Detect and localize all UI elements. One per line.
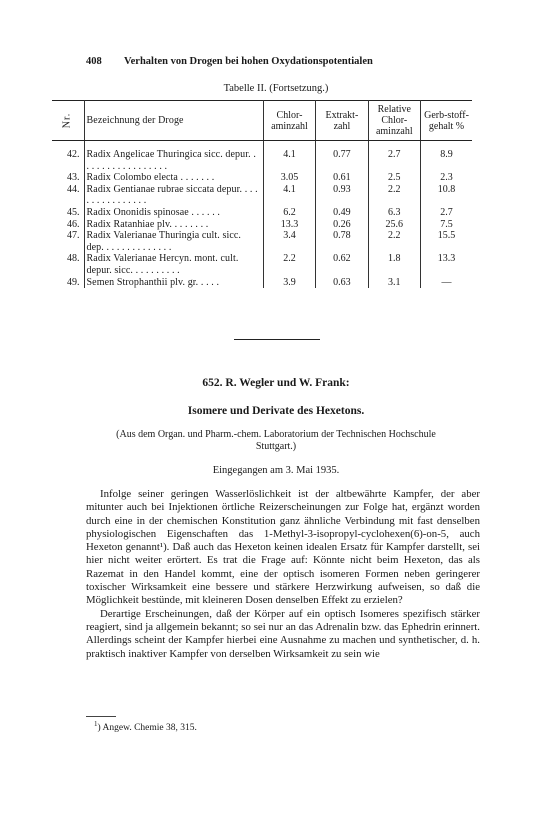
paragraph: Derartige Erscheinungen, daß der Körper auf ein optisch Isomeres spezifisch stärker reagiert, sind ja allgemein bekannt; so sei nur an das Adrenalin bzw. das Ephedrin erinnert. Allerdings scheint der Kampfer hierbei eine Ausnahme zu machen und synthetischer, d. h. praktisch inaktiver Kampfer von derselben Wirksamkeit zu sein wie — [86, 607, 480, 660]
chloraminzahl-cell: 13.3 — [263, 219, 315, 231]
gerbstoffgehalt-cell: 7.5 — [440, 218, 453, 230]
article-number-authors: 652. R. Wegler und W. Frank: — [202, 377, 350, 389]
header-relative: Relative Chlor-aminzahl — [368, 101, 420, 141]
gerbstoffgehalt-cell: — — [441, 276, 452, 288]
gerbstoffgehalt-cell: 13.3 — [437, 253, 456, 265]
table-row — [52, 207, 472, 219]
header-chlor: Chlor-aminzahl — [263, 101, 315, 141]
table-row — [52, 253, 472, 276]
drug-name-cell: Radix Ononidis spinosae . . . . . . — [84, 207, 263, 219]
gerbstoffgehalt-cell: 15.5 — [437, 230, 456, 242]
row-number: 43. — [52, 172, 84, 184]
row-number: 42. — [52, 149, 84, 172]
row-number: 47. — [52, 230, 84, 253]
header-extrakt: Extrakt-zahl — [316, 101, 368, 141]
relative-chloraminzahl-cell: 3.1 — [368, 277, 420, 289]
running-head — [86, 56, 478, 67]
extraktzahl-cell: 0.77 — [316, 149, 368, 172]
chloraminzahl-cell: 2.2 — [263, 253, 315, 276]
chloraminzahl-cell: 3.9 — [263, 277, 315, 289]
table-row — [52, 230, 472, 253]
relative-chloraminzahl-cell: 2.2 — [368, 230, 420, 253]
table-caption: Tabelle II. (Fortsetzung.) — [223, 83, 329, 94]
table-header-row — [52, 101, 472, 141]
gerbstoffgehalt-cell: 2.3 — [440, 172, 453, 184]
relative-chloraminzahl-cell: 25.6 — [368, 219, 420, 231]
extraktzahl-cell: 0.49 — [316, 207, 368, 219]
chloraminzahl-cell: 4.1 — [263, 184, 315, 207]
table-row — [52, 277, 472, 289]
extraktzahl-cell: 0.63 — [316, 277, 368, 289]
drug-name-cell: Radix Valerianae Thuringia cult. sicc. dep. . . . . . . . . . . . . . — [84, 230, 263, 253]
row-number: 48. — [52, 253, 84, 276]
running-title: Verhalten von Drogen bei hohen Oxydationspotentialen — [124, 56, 373, 67]
drug-name-cell: Semen Strophanthii plv. gr. . . . . — [84, 277, 263, 289]
chloraminzahl-cell: 3.4 — [263, 230, 315, 253]
table-row — [52, 149, 472, 172]
relative-chloraminzahl-cell: 2.7 — [368, 149, 420, 172]
footnote: $^1$) Angew. Chemie 38, 315. — [94, 720, 197, 734]
relative-chloraminzahl-cell: 6.3 — [368, 207, 420, 219]
chloraminzahl-cell: 4.1 — [263, 149, 315, 172]
article-affiliation: (Aus dem Organ. und Pharm.-chem. Laboratorium der Technischen Hochschule Stuttgart.) — [116, 429, 436, 452]
table-row — [52, 219, 472, 231]
article-body — [86, 488, 480, 661]
header-nr: Nr. — [52, 101, 84, 141]
separator-rule — [234, 339, 320, 340]
drug-table — [52, 100, 472, 288]
relative-chloraminzahl-cell: 1.8 — [368, 253, 420, 276]
footnote-rule — [86, 716, 116, 717]
paragraph: Infolge seiner geringen Wasserlöslichkeit ist der altbewährte Kampfer, der aber mitunter auch bei Injektionen örtliche Reizerscheinungen zur Folge hat, ergänzt worden durch eine in der chemischen Konstitution ganz ähnliche Verbindung mit fast denselben physiologischen Eigenschaften das 1-Methyl-3-isopropyl-cyclohexen(6)-on-5, auch Hexeton genannt¹). Daß auch das Hexeton keinen idealen Ersatz für Kampfer darstellt, sei hier nicht weiter erörtert. Es trat die Frage auf: Könnte nicht beim Hexeton, das als Razemat in den Handel kommt, eine der optisch isomeren Formen neben geringerer toxischer Wirksamkeit eine bessere und stärkere Herzwirkung aufweisen, so daß die Möglichkeit bestünde, mit kleineren Dosen denselben Effekt zu erzielen? — [86, 488, 480, 607]
extraktzahl-cell: 0.62 — [316, 253, 368, 276]
drug-name-cell: Radix Gentianae rubrae siccata depur. . . . . . . . . . . . . . . . — [84, 184, 263, 207]
page-number: 408 — [86, 56, 102, 67]
drug-name-cell: Radix Angelicae Thuringica sicc. depur. . . . . . . . . . . . . . . . . . — [84, 149, 263, 172]
received-date: Eingegangen am 3. Mai 1935. — [212, 465, 340, 476]
gerbstoffgehalt-cell: 8.9 — [440, 149, 453, 160]
relative-chloraminzahl-cell: 2.2 — [368, 184, 420, 207]
extraktzahl-cell: 0.78 — [316, 230, 368, 253]
row-number: 49. — [52, 277, 84, 289]
relative-chloraminzahl-cell: 2.5 — [368, 172, 420, 184]
row-number: 45. — [52, 207, 84, 219]
drug-name-cell: Radix Ratanhiae plv. . . . . . . . — [84, 219, 263, 231]
table-row — [52, 184, 472, 207]
gerbstoffgehalt-cell: 10.8 — [437, 183, 456, 195]
header-name: Bezeichnung der Droge — [84, 101, 263, 141]
table-row — [52, 172, 472, 184]
extraktzahl-cell: 0.93 — [316, 184, 368, 207]
header-gerbstoff: Gerb-stoff-gehalt % — [421, 101, 472, 141]
article-title: Isomere und Derivate des Hexetons. — [187, 405, 365, 417]
extraktzahl-cell: 0.61 — [316, 172, 368, 184]
drug-name-cell: Radix Valerianae Hercyn. mont. cult. depur. sicc. . . . . . . . . . — [84, 253, 263, 276]
drug-name-cell: Radix Colombo electa . . . . . . . — [84, 172, 263, 184]
extraktzahl-cell: 0.26 — [316, 219, 368, 231]
chloraminzahl-cell: 3.05 — [263, 172, 315, 184]
chloraminzahl-cell: 6.2 — [263, 207, 315, 219]
row-number: 44. — [52, 184, 84, 207]
row-number: 46. — [52, 219, 84, 231]
gerbstoffgehalt-cell: 2.7 — [440, 206, 453, 218]
